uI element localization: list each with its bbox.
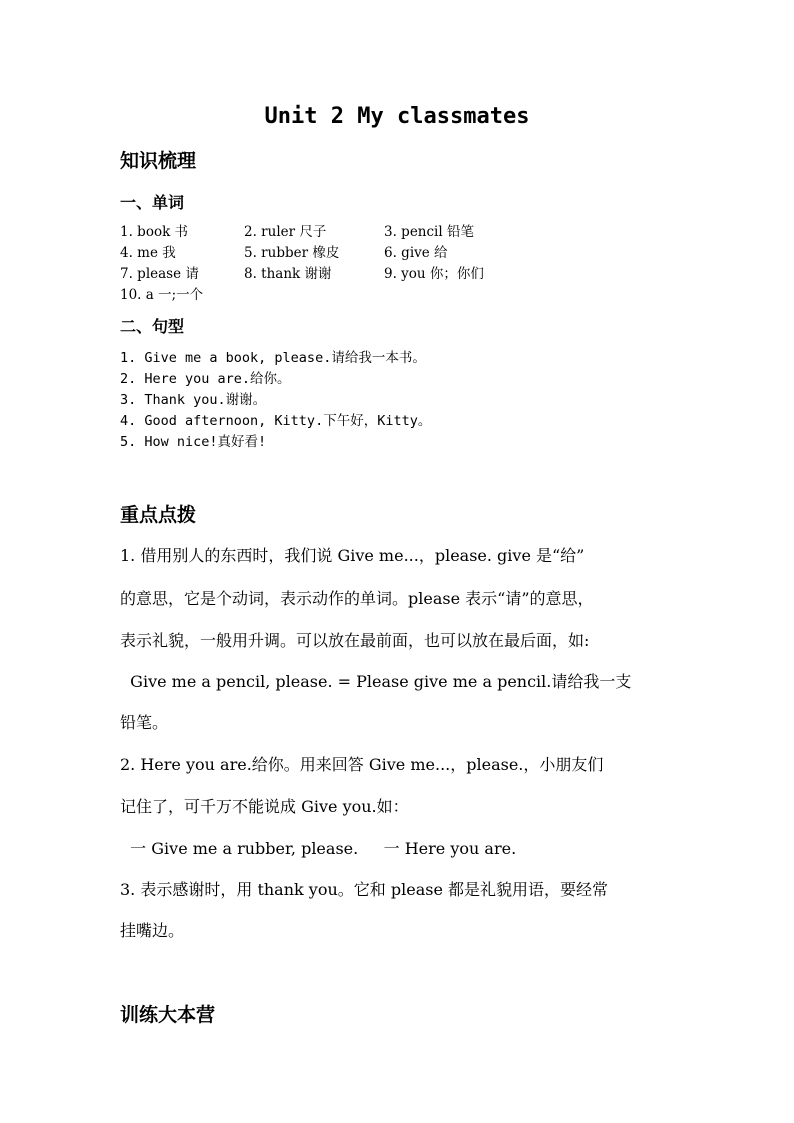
vocab-item: 5. rubber 橡皮 bbox=[244, 245, 340, 261]
sentence-item: 1. Give me a book, please.请给我一本书。 bbox=[120, 350, 426, 366]
sentence-item: 2. Here you are.给你。 bbox=[120, 371, 291, 387]
vocab-item: 7. please 请 bbox=[120, 266, 199, 282]
vocab-item: 6. give 给 bbox=[384, 245, 448, 261]
tip-line: 一 Give me a rubber, please. 一 Here you are. bbox=[120, 839, 517, 858]
sentence-item: 4. Good afternoon, Kitty.下午好，Kitty。 bbox=[120, 413, 432, 429]
sentence-list bbox=[120, 348, 431, 453]
subheading-words: 一、单词 bbox=[120, 193, 185, 212]
tip-line: 记住了，可千万不能说成 Give you.如： bbox=[120, 797, 409, 816]
tip-line: 1. 借用别人的东西时，我们说 Give me...，please. give 是“给” bbox=[120, 546, 585, 565]
vocab-item: 10. a 一;一个 bbox=[120, 287, 204, 303]
section-heading-knowledge: 知识梳理 bbox=[120, 150, 197, 172]
vocab-item: 4. me 我 bbox=[120, 245, 176, 261]
tip-line: Give me a pencil, please. = Please give me a pencil.请给我一支 bbox=[120, 672, 632, 691]
section-heading-practice: 训练大本营 bbox=[120, 1004, 216, 1026]
vocab-item: 8. thank 谢谢 bbox=[244, 266, 332, 282]
vocab-item: 9. you 你；你们 bbox=[384, 266, 484, 282]
vocab-item: 3. pencil 铅笔 bbox=[384, 224, 474, 240]
tip-line: 表示礼貌，一般用升调。可以放在最前面，也可以放在最后面，如: bbox=[120, 631, 590, 650]
section-heading-key-points: 重点点拨 bbox=[120, 504, 197, 526]
tip-line: 的意思，它是个动词，表示动作的单词。please 表示“请”的意思， bbox=[120, 589, 594, 608]
sentence-item: 5. How nice!真好看! bbox=[120, 434, 267, 450]
tip-line: 铅笔。 bbox=[120, 713, 169, 732]
tip-line: 3. 表示感谢时，用 thank you。它和 please 都是礼貌用语，要经常 bbox=[120, 880, 608, 899]
sentence-item: 3. Thank you.谢谢。 bbox=[120, 392, 267, 408]
vocab-item: 2. ruler 尺子 bbox=[244, 224, 327, 240]
vocab-item: 1. book 书 bbox=[120, 224, 189, 240]
tip-line: 挂嘴边。 bbox=[120, 921, 185, 940]
page-title: Unit 2 My classmates bbox=[264, 104, 530, 129]
tip-line: 2. Here you are.给你。用来回答 Give me...，please.，小朋友们 bbox=[120, 755, 604, 774]
subheading-sentences: 二、句型 bbox=[120, 317, 185, 336]
